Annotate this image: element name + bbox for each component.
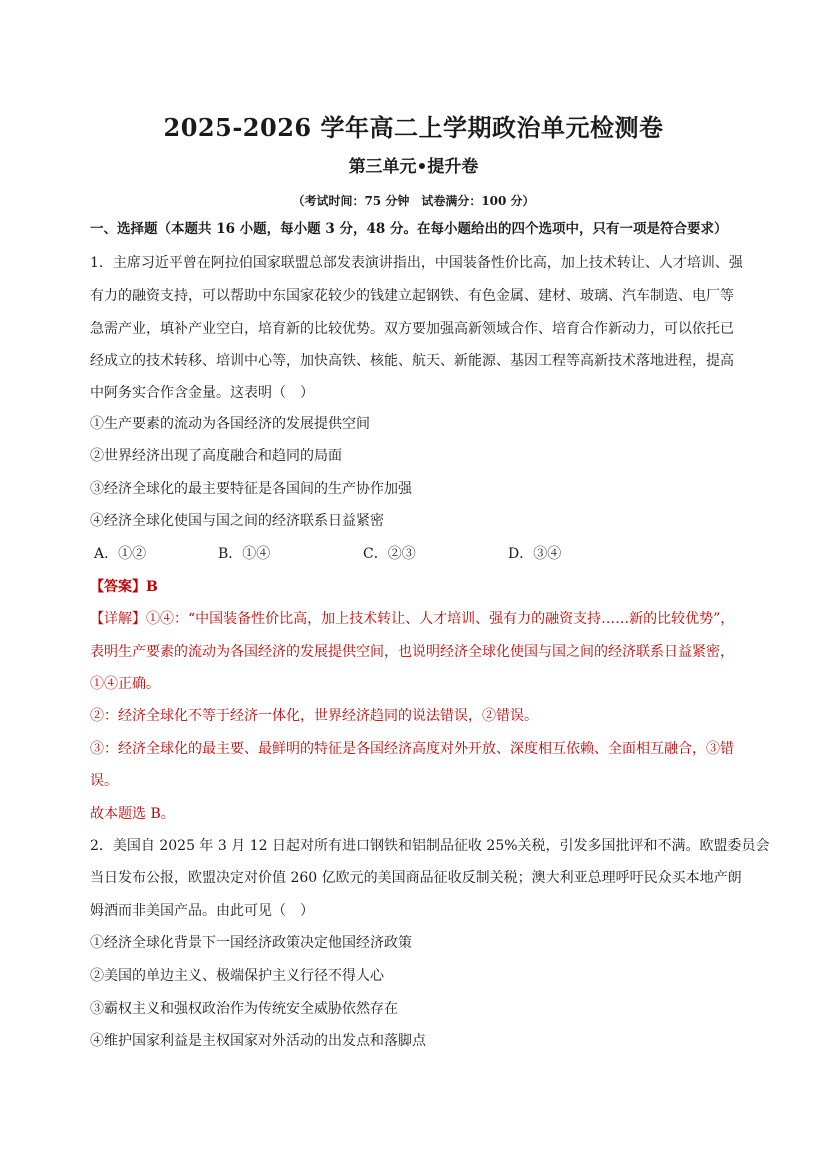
q1-detail-line: 表明生产要素的流动为各国经济的发展提供空间，也说明经济全球化使国与国之间的经济联系日益紧密， [90,644,734,660]
q1-detail-line: 【详解】①④：“中国装备性价比高，加上技术转让、人才培训、强有力的融资支持……新的比较优势”， [90,611,735,627]
q1-statement: ①生产要素的流动为各国经济的发展提供空间 [90,416,370,432]
q2-statement: ②美国的单边主义、极端保护主义行径不得人心 [90,968,384,984]
q1-option-d: D．③④ [508,546,562,562]
q1-detail-line: ①④正确。 [90,676,160,692]
q2-stem-line: 当日发布公报，欧盟决定对价值 260 亿欧元的美国商品征收反制关税；澳大利亚总理呼吁民众买本地产朗 [90,870,742,886]
q1-stem-line: 有力的融资支持，可以帮助中东国家花较少的钱建立起钢铁、有色金属、建材、玻璃、汽车制造、电厂等 [90,288,734,304]
q1-stem-line: 经成立的技术转移、培训中心等，加快高铁、核能、航天、新能源、基因工程等高新技术落地进程，提高 [90,353,734,369]
q1-option-b: B．①④ [218,546,271,562]
document-title: 2025-2026 学年高二上学期政治单元检测卷 [163,113,664,142]
q1-statement: ④经济全球化使国与国之间的经济联系日益紧密 [90,513,384,529]
q1-detail-line: ②：经济全球化不等于经济一体化，世界经济趋同的说法错误，②错误。 [90,708,538,724]
q1-statement: ②世界经济出现了高度融合和趋同的局面 [90,448,342,464]
q2-stem-line: 姆酒而非美国产品。由此可见（ ） [90,903,314,919]
q1-option-c: C．②③ [363,546,416,562]
q1-answer: 【答案】B [90,579,158,595]
q1-detail-line: 故本题选 B。 [90,806,175,822]
q2-statement: ④维护国家利益是主权国家对外活动的出发点和落脚点 [90,1033,426,1049]
q2-stem-line: 2．美国自 2025 年 3 月 12 日起对所有进口钢铁和铝制品征收 25%关税，引发多国批评和不满。欧盟委员会 [90,838,770,854]
q2-statement: ③霸权主义和强权政治作为传统安全威胁依然存在 [90,1001,398,1017]
exam-info: （考试时间：75 分钟 试卷满分：100 分） [292,194,535,208]
q1-stem-line: 1．主席习近平曾在阿拉伯国家联盟总部发表演讲指出，中国装备性价比高，加上技术转让、人才培训、强 [90,255,743,271]
q1-detail-line: ③：经济全球化的最主要、最鲜明的特征是各国经济高度对外开放、深度相互依赖、全面相互融合，③错 [90,741,734,757]
q1-stem-line: 急需产业，填补产业空白，培育新的比较优势。双方要加强高新领域合作、培育合作新动力，可以依托已 [90,321,734,337]
section-heading: 一、选择题（本题共 16 小题，每小题 3 分，48 分。在每小题给出的四个选项中，只有一项是符合要求） [90,221,728,237]
q2-statement: ①经济全球化背景下一国经济政策决定他国经济政策 [90,935,412,951]
q1-statement: ③经济全球化的最主要特征是各国间的生产协作加强 [90,481,412,497]
q1-detail-line: 误。 [90,773,118,789]
q1-stem-line: 中阿务实合作含金量。这表明（ ） [90,385,314,401]
q1-option-a: A．①② [94,546,147,562]
unit-subtitle: 第三单元•提升卷 [348,157,479,177]
